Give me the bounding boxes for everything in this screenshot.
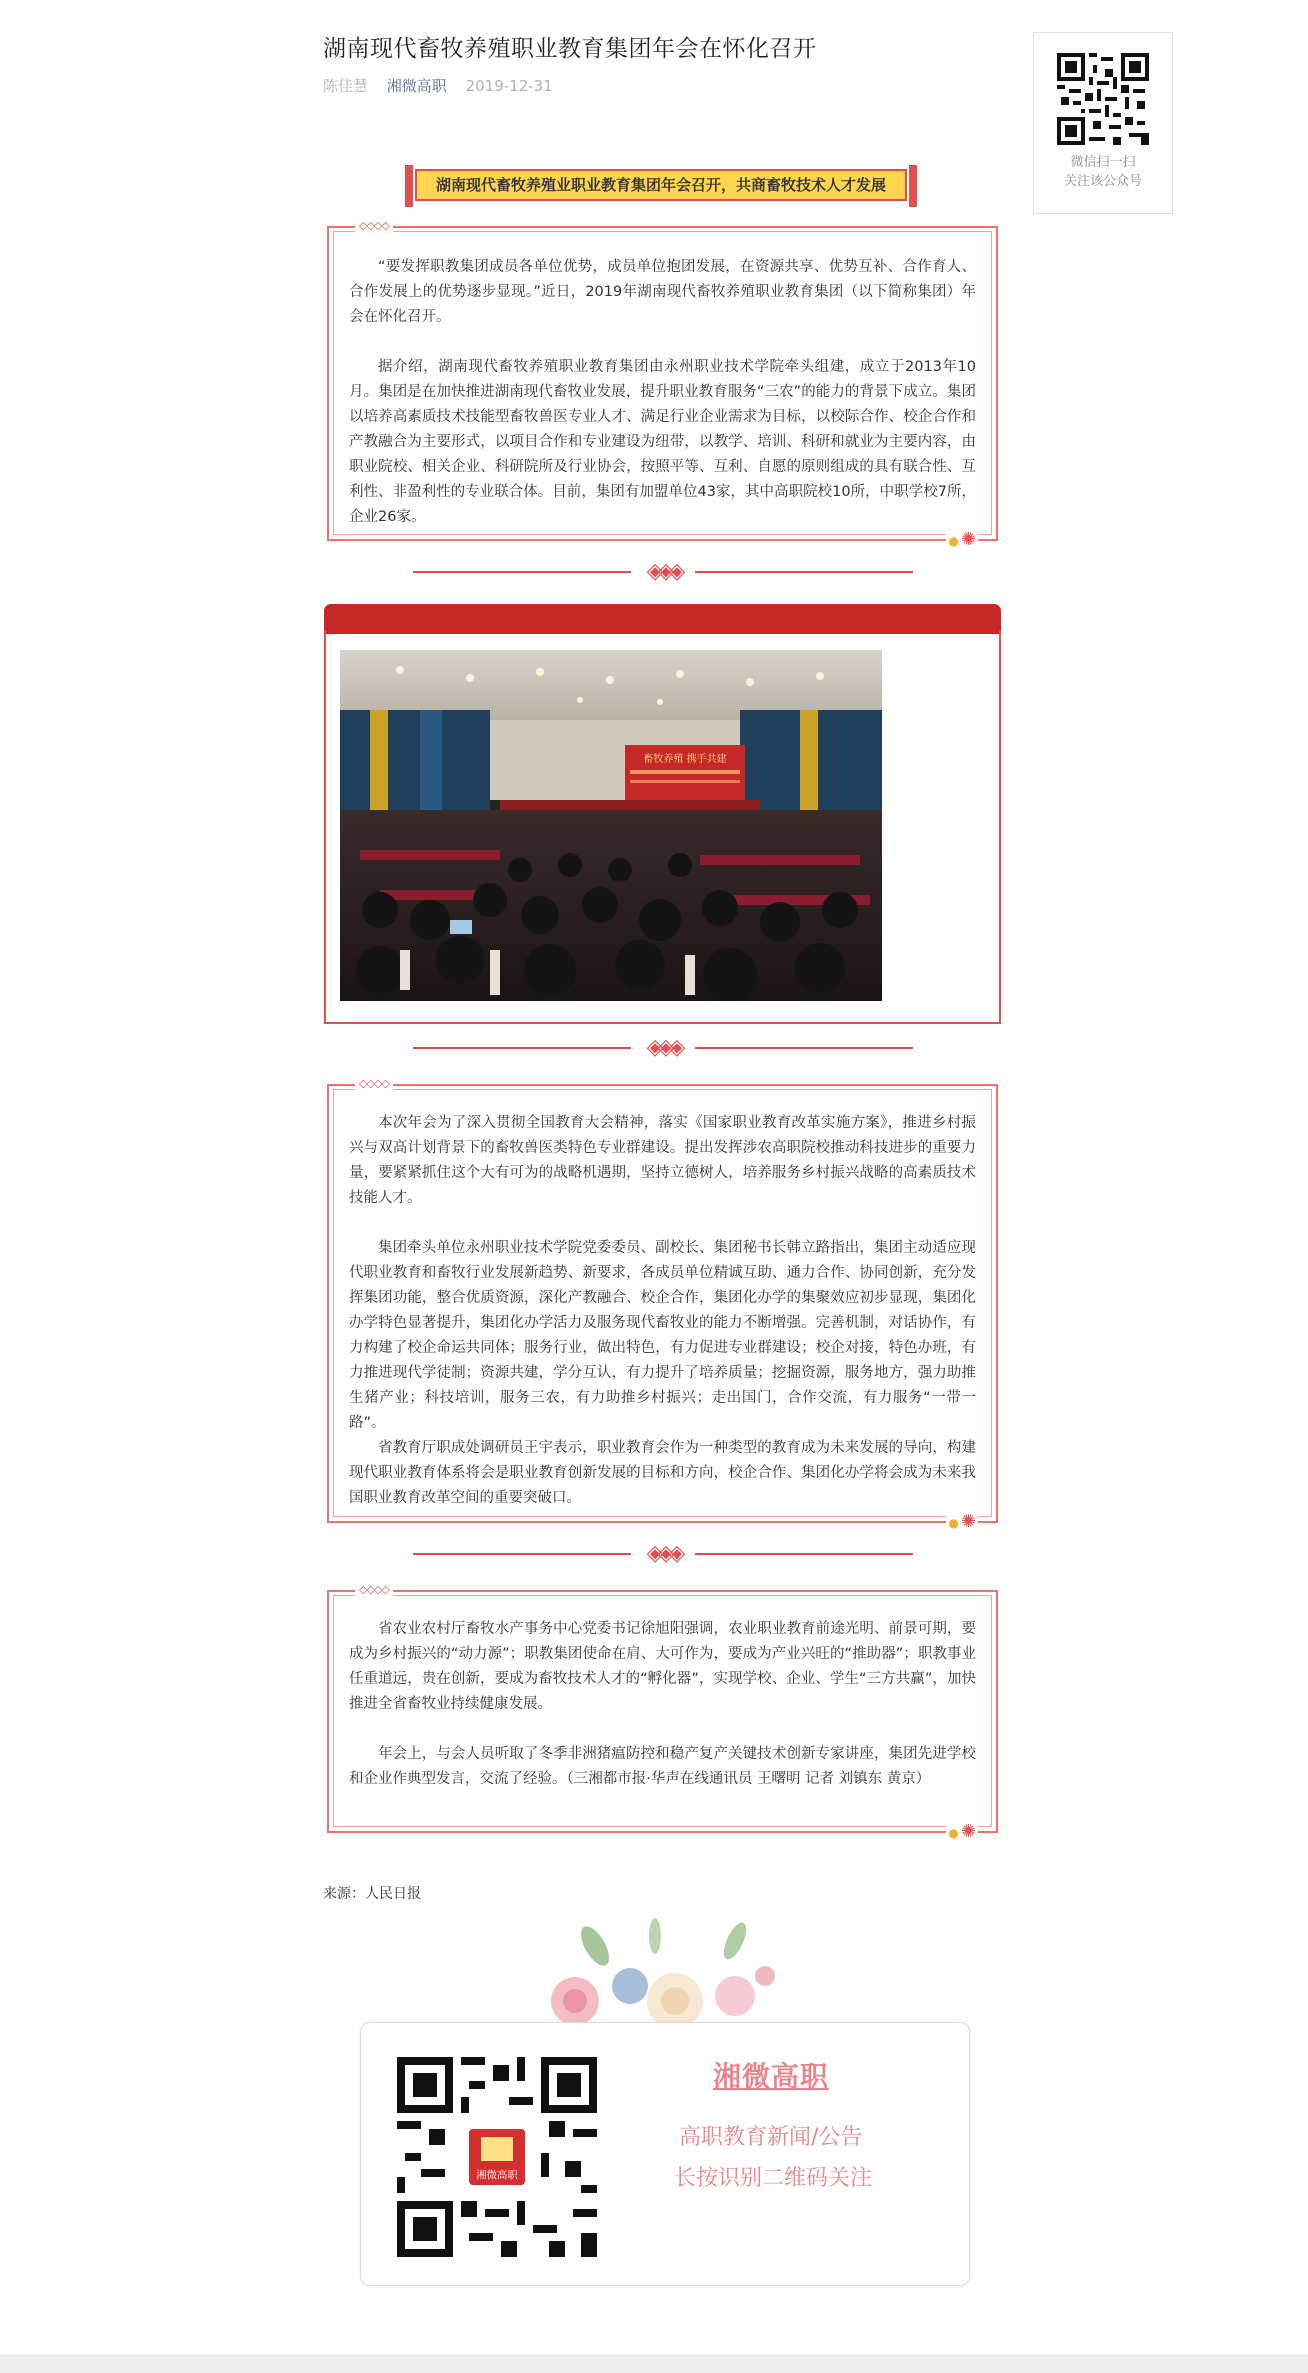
qr-code-icon xyxy=(1057,53,1149,145)
author: 陈佳慧 xyxy=(323,77,369,95)
publish-date: 2019-12-31 xyxy=(465,77,553,95)
account-link[interactable]: 湘微高职 xyxy=(386,77,447,95)
card-line-2: 长按识别二维码关注 xyxy=(674,2166,873,2191)
qr-caption-line2: 关注该公众号 xyxy=(1063,174,1142,189)
diamond-chain-icon: ◇◇◇◇ xyxy=(355,217,393,235)
corner-flower-icon: ● ✺ xyxy=(948,1821,976,1842)
diamond-chain-icon: ◈◈◈ xyxy=(631,1033,695,1063)
photo-banner-text: 畜牧养殖 携手共建 xyxy=(643,754,727,765)
diamond-chain-icon: ◇◇◇◇ xyxy=(355,1581,393,1599)
source-credit: 来源：人民日报 xyxy=(323,1886,421,1902)
corner-flower-icon: ● ✺ xyxy=(948,1511,976,1532)
section-divider xyxy=(413,1033,913,1063)
section-divider xyxy=(413,557,913,587)
qr-code-icon[interactable] xyxy=(397,2057,597,2257)
article-meta xyxy=(323,75,567,96)
paragraph: 据介绍，湖南现代畜牧养殖职业教育集团由永州职业技术学院牵头组建，成立于2013年10月。集团是在加快推进湖南现代畜牧业发展，提升职业教育服务“三农”的能力的背景下成立。集团以培养高素质技术技能型畜牧兽医专业人才、满足行业企业需求为目标，以校际合作、校企合作和产教融合为主要形式，以项目合作和专业建设为纽带，以教学、培训、科研和就业为主要内容，由职业院校、相关企业、科研院所及行业协会，按照平等、互利、自愿的原则组成的具有联合性、互利性、非盈利性的专业联合体。目前，集团有加盟单位43家，其中高职院校10所，中职学校7所，企业26家。 xyxy=(349,359,976,525)
text-section-3 xyxy=(327,1581,998,1842)
diamond-chain-icon: ◈◈◈ xyxy=(631,557,695,587)
text-section-2 xyxy=(327,1075,998,1532)
corner-flower-icon: ● ✺ xyxy=(948,529,976,550)
diamond-chain-icon: ◈◈◈ xyxy=(631,1539,695,1569)
section-divider xyxy=(413,1539,913,1569)
text-section-1 xyxy=(327,217,998,550)
conference-photo xyxy=(340,650,882,1001)
paragraph: 集团牵头单位永州职业技术学院党委委员、副校长、集团秘书长韩立路指出，集团主动适应现代职业教育和畜牧行业发展新趋势、新要求，各成员单位精诚互助、通力合作、协同创新，充分发挥集团功能，整合优质资源，深化产教融合、校企合作，集团化办学的集聚效应初步显现，集团化办学特色显著提升，集团化办学活力及服务现代畜牧业的能力不断增强。完善机制，对话协作，有力构建了校企命运共同体；服务行业，做出特色，有力促进专业群建设；校企对接，特色办班，有力推进现代学徒制；资源共建，学分互认，有力提升了培养质量；挖掘资源，服务地方，强力助推生猪产业；科技培训，服务三农，有力助推乡村振兴；走出国门，合作交流，有力服务“一带一路”。 xyxy=(349,1240,976,1431)
banner-endcap-right xyxy=(909,165,917,207)
flower-icon xyxy=(535,1906,795,2026)
paragraph: “要发挥职教集团成员各单位优势，成员单位抱团发展，在资源共享、优势互补、合作育人、合作发展上的优势逐步显现。”近日，2019年湖南现代畜牧养殖职业教育集团（以下简称集团）年会在怀化召开。 xyxy=(349,259,976,325)
banner-endcap-left xyxy=(405,165,413,207)
card-line-1: 高职教育新闻/公告 xyxy=(679,2125,863,2150)
card-logo-text: 湘微高职 xyxy=(476,2169,518,2182)
paragraph: 本次年会为了深入贯彻全国教育大会精神，落实《国家职业教育改革实施方案》，推进乡村振兴与双高计划背景下的畜牧兽医类特色专业群建设。提出发挥涉农高职院校推动科技进步的重要力量，要紧紧抓住这个大有可为的战略机遇期，坚持立德树人，培养服务乡村振兴战略的高素质技术技能人才。 xyxy=(349,1115,976,1206)
paragraph: 年会上，与会人员听取了冬季非洲猪瘟防控和稳产复产关键技术创新专家讲座，集团先进学校和企业作典型发言，交流了经验。（三湘都市报·华声在线通讯员 王曙明 记者 刘镇东 黄京） xyxy=(349,1746,976,1787)
banner-text: 湖南现代畜牧养殖业职业教育集团年会召开，共商畜牧技术人才发展 xyxy=(415,169,907,201)
paragraph: 省农业农村厅畜牧水产事务中心党委书记徐旭阳强调，农业职业教育前途光明、前景可期，要成为乡村振兴的“动力源”；职教集团使命在肩、大可作为，要成为产业兴旺的“推助器”；职教事业任重道远，贵在创新，要成为畜牧技术人才的“孵化器”，实现学校、企业、学生“三方共赢”，加快推进全省畜牧业持续健康发展。 xyxy=(349,1621,976,1712)
follow-card xyxy=(360,2022,970,2286)
diamond-chain-icon: ◇◇◇◇ xyxy=(355,1075,393,1093)
page-footer-strip xyxy=(0,2354,1308,2373)
headline-banner xyxy=(405,165,917,207)
card-brand: 湘微高职 xyxy=(713,2060,830,2093)
follow-qr-card xyxy=(1033,32,1173,214)
photo-section xyxy=(324,604,1001,1024)
qr-caption-line1: 微信扫一扫 xyxy=(1070,155,1136,170)
paragraph: 省教育厅职成处调研员王宇表示，职业教育会作为一种类型的教育成为未来发展的导向，构建现代职业教育体系将会是职业教育创新发展的目标和方向，校企合作、集团化办学将会成为未来我国职业教育改革空间的重要突破口。 xyxy=(349,1440,976,1506)
article-title: 湖南现代畜牧养殖职业教育集团年会在怀化召开 xyxy=(323,36,817,62)
